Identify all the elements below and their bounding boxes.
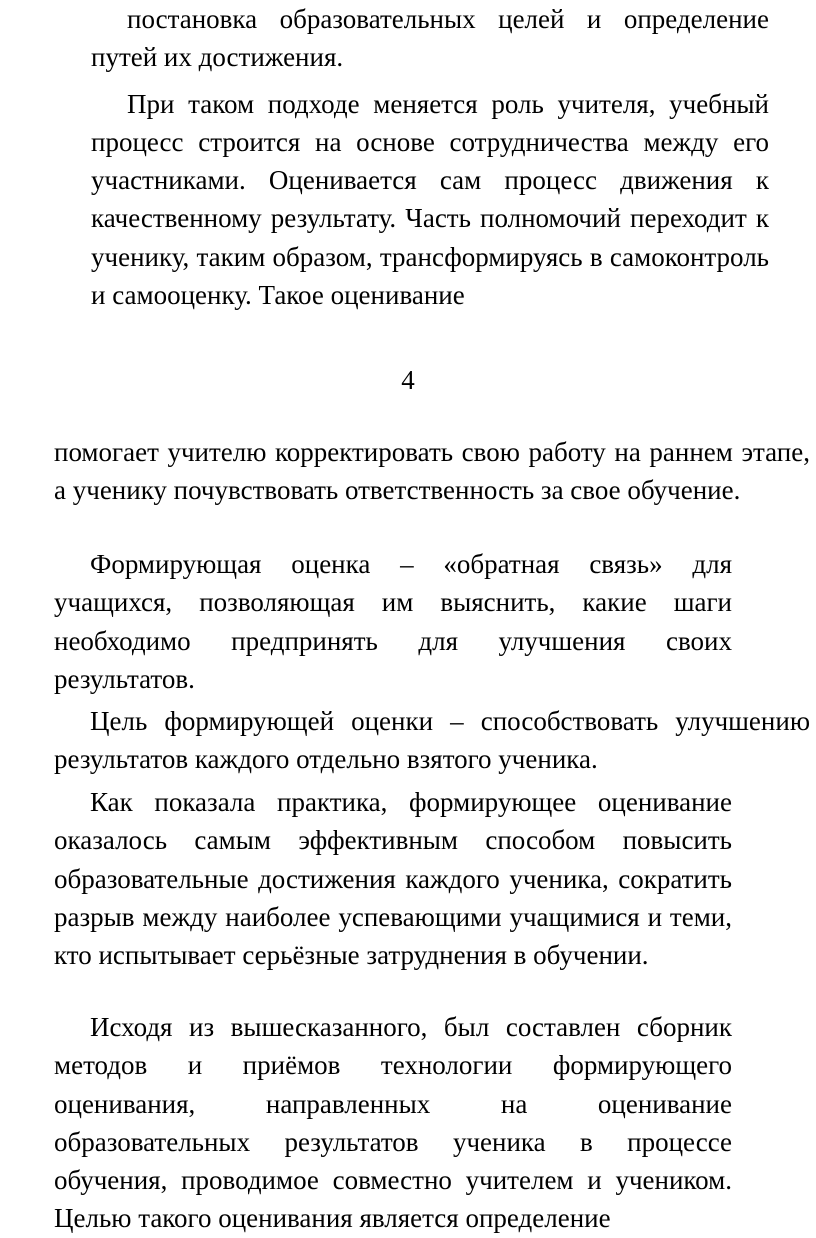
paragraph-practice xyxy=(54,783,732,974)
paragraph-continuation: постановка образовательных целей и определение путей их достижения. xyxy=(91,4,769,73)
paragraph-text: помогает учителю корректировать свою работу на раннем этапе, а ученику почувствовать ответственность за свое обучение. xyxy=(54,437,810,506)
paragraph-collection xyxy=(54,1008,732,1238)
paragraph-text: Исходя из вышесказанного, был составлен сборник методов и приёмов технологии формирующего оценивания, направленных на оценивание образовательных результатов ученика в процессе обучения, проводимое совместно учителем и учеником. Целью такого оценивания является определение xyxy=(54,1012,732,1234)
paragraph-text: Как показала практика, формирующее оценивание оказалось самым эффективным способом повысить образовательные достижения каждого ученика, сократить разрыв между наиболее успевающими учащимися и теми, кто испытывает серьёзные затруднения в обучении. xyxy=(54,787,732,971)
paragraph-text: Формирующая оценка – «обратная связь» для учащихся, позволяющая им выяснить, какие шаги необходимо предпринять для улучшения своих результатов. xyxy=(54,549,732,694)
paragraph-text: Цель формирующей оценки – способствовать улучшению результатов каждого отдельно взятого ученика. xyxy=(54,706,810,775)
page-number: 4 xyxy=(401,365,415,395)
top-text-block xyxy=(91,0,769,314)
paragraph-helps-teacher xyxy=(54,433,810,510)
paragraph-formative-feedback xyxy=(54,545,732,698)
paragraph-goal xyxy=(54,702,810,779)
paragraph-teacher-role: При таком подходе меняется роль учителя, учебный процесс строится на основе сотрудничества между его участниками. Оценивается сам процесс движения к качественному результату. Часть полномочий переходит к ученику, таким образом, трансформируясь в самоконтроль и самооценку. Такое оценивание xyxy=(91,88,769,311)
